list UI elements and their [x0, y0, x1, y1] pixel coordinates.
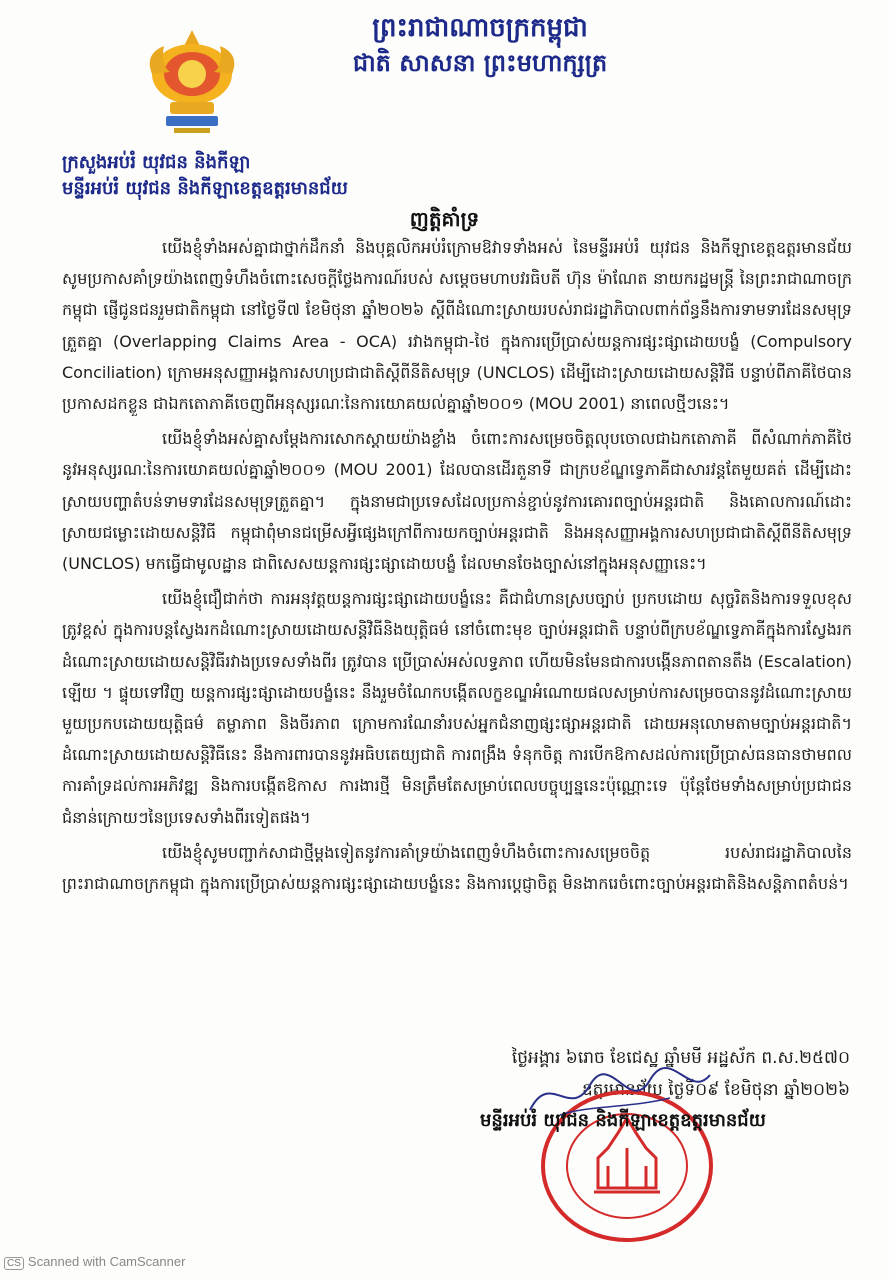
scanner-watermark: [4, 1254, 185, 1270]
watermark-text: Scanned with CamScanner: [27, 1254, 186, 1269]
paragraph: យើងខ្ញុំទាំងអស់គ្នាសម្តែងការសោកស្តាយយ៉ាងខ្លាំង ចំពោះការសម្រេចចិត្តលុបចោលជាឯកតោភាគី ពីសំណាក់ភាគីថៃ នូវអនុស្សរណៈនៃការយោគយល់គ្នាឆ្នាំ២០០១ (MOU 2001) ដែលបានដើរតួនាទី ជាក្របខ័ណ្ឌទ្វេភាគីជាសារវន្តតែមួយគត់ ដើម្បីដោះស្រាយបញ្ហាតំបន់ទាមទារដែនសមុទ្រត្រួតគ្នា។ ក្នុងនាមជាប្រទេសដែលប្រកាន់ខ្ជាប់នូវការគោរពច្បាប់អន្តរជាតិ និងគោលការណ៍ដោះស្រាយជម្លោះដោយសន្តិវិធី កម្ពុជាពុំមានជម្រើសអ្វីផ្សេងក្រៅពីការយកច្បាប់អន្តរជាតិ និងអនុសញ្ញាអង្គការសហប្រជាជាតិស្តីពីនីតិសមុទ្រ (UNCLOS) មកធ្វើជាមូលដ្ឋាន ជាពិសេសយន្តការផ្សះផ្សាដោយបង្ខំ ដែលមានចែងច្បាស់នៅក្នុងអនុសញ្ញានេះ។: [62, 429, 852, 574]
signer-name: មន្ទីរអប់រំ យុវជន និងកីឡាខេត្តឧត្តរមានជ័យ: [480, 1110, 766, 1131]
document-body: [62, 232, 852, 903]
solar-date: ឧត្តរមានជ័យ ថ្ងៃទី០៩ ខែមិថុនា ឆ្នាំ២០២៦: [581, 1080, 850, 1100]
paragraph: យើងខ្ញុំទាំងអស់គ្នាជាថ្នាក់ដឹកនាំ និងបុគ្គលិកអប់រំក្រោមឱវាទទាំងអស់ នៃមន្ទីរអប់រំ យុវជន និងកីឡាខេត្តឧត្តរមានជ័យ សូមប្រកាសគាំទ្រយ៉ាងពេញទំហឹងចំពោះសេចក្តីថ្លែងការណ៍របស់ សម្តេចមហាបវរធិបតី ហ៊ុន ម៉ាណែត នាយករដ្ឋមន្ត្រី នៃព្រះរាជាណាចក្រកម្ពុជា ផ្ញើជូនជនរួមជាតិកម្ពុជា នៅថ្ងៃទី៧ ខែមិថុនា ឆ្នាំ២០២៦ ស្តីពីដំណោះស្រាយរបស់រាជរដ្ឋាភិបាលពាក់ព័ន្ធនឹងការទាមទារដែនសមុទ្រត្រួតគ្នា (Overlapping Claims Area - OCA) រវាងកម្ពុជា-ថៃ ក្នុងការប្រើប្រាស់យន្តការផ្សះផ្សាដោយបង្ខំ (Compulsory Conciliation) ក្រោមអនុសញ្ញាអង្គការសហប្រជាជាតិស្តីពីនីតិសមុទ្រ (UNCLOS) ដើម្បីដោះស្រាយដោយសន្តិវិធី បន្ទាប់ពីភាគីថៃបានប្រកាសដកខ្លួន ជាឯកតោភាគីចេញពីអនុស្សរណៈនៃការយោគយល់គ្នាឆ្នាំ២០០១ (MOU 2001) នាពេលថ្មីៗនេះ។: [62, 238, 852, 414]
camscanner-icon: CS: [4, 1257, 24, 1270]
document-title: ញត្តិគាំទ្រ: [409, 207, 480, 231]
ministry-line-1: ក្រសួងអប់រំ យុវជន និងកីឡា: [62, 152, 251, 173]
ministry-emblem-icon: [140, 24, 244, 136]
lunar-date: ថ្ងៃអង្គារ ៦រោច ខែជេស្ឋ ឆ្នាំមមី អដ្ឋស័ក ព.ស.២៥៧០: [511, 1048, 850, 1068]
paragraph: យើងខ្ញុំជឿជាក់ថា ការអនុវត្តយន្តការផ្សះផ្សាដោយបង្ខំនេះ គឺជាជំហានស្របច្បាប់ ប្រកបដោយ សុច្ចរិតនិងការទទួលខុសត្រូវខ្ពស់ ក្នុងការបន្តស្វែងរកដំណោះស្រាយដោយសន្តិវិធីនិងយុត្តិធម៌ នៅចំពោះមុខ ច្បាប់អន្តរជាតិ បន្ទាប់ពីក្របខ័ណ្ឌទ្វេភាគីក្នុងការស្វែងរកដំណោះស្រាយដោយសន្តិវិធីរវាងប្រទេសទាំងពីរ ត្រូវបាន ប្រើប្រាស់អស់លទ្ធភាព ហើយមិនមែនជាការបង្កើនភាពតានតឹង (Escalation) ឡើយ ។ ផ្ទុយទៅវិញ យន្តការផ្សះផ្សាដោយបង្ខំនេះ នឹងរួមចំណែកបង្កើតលក្ខខណ្ឌអំណោយផលសម្រាប់ការសម្រេចបាននូវដំណោះស្រាយ មួយប្រកបដោយយុត្តិធម៌ តម្លាភាព និងចីរភាព ក្រោមការណែនាំរបស់អ្នកជំនាញផ្សះផ្សាអន្តរជាតិ ដោយអនុលោមតាមច្បាប់អន្តរជាតិ។ ដំណោះស្រាយដោយសន្តិវិធីនេះ នឹងការពារបាននូវអធិបតេយ្យជាតិ ការពង្រឹង ទំនុកចិត្ត ការបើកឱកាសដល់ការប្រើប្រាស់ធនធានថាមពល ការគាំទ្រដល់ការអភិវឌ្ឍ និងការបង្កើតឱកាស ការងារថ្មី មិនត្រឹមតែសម្រាប់ពេលបច្ចុប្បន្ននេះប៉ុណ្ណោះទេ ប៉ុន្តែថែមទាំងសម្រាប់ប្រជាជនជំនាន់ក្រោយៗនៃប្រទេសទាំងពីរទៀតផង។: [62, 589, 852, 827]
ministry-line-2: មន្ទីរអប់រំ យុវជន និងកីឡាខេត្តឧត្តរមានជ័យ: [62, 178, 348, 199]
paragraph: យើងខ្ញុំសូមបញ្ជាក់សាជាថ្មីម្តងទៀតនូវការគាំទ្រយ៉ាងពេញទំហឹងចំពោះការសម្រេចចិត្ត របស់រាជរដ្ឋាភិបាលនៃព្រះរាជាណាចក្រកម្ពុជា ក្នុងការប្រើប្រាស់យន្តការផ្សះផ្សាដោយបង្ខំនេះ និងការប្តេជ្ញាចិត្ត មិនងាករេចំពោះច្បាប់អន្តរជាតិនិងសន្តិភាពតំបន់។: [62, 842, 852, 894]
ministry-header: [62, 150, 348, 202]
kingdom-header: [330, 10, 630, 80]
kingdom-line: ព្រះរាជាណាចក្រកម្ពុជា: [372, 13, 588, 43]
motto-line: ជាតិ សាសនា ព្រះមហាក្សត្រ: [352, 48, 608, 77]
